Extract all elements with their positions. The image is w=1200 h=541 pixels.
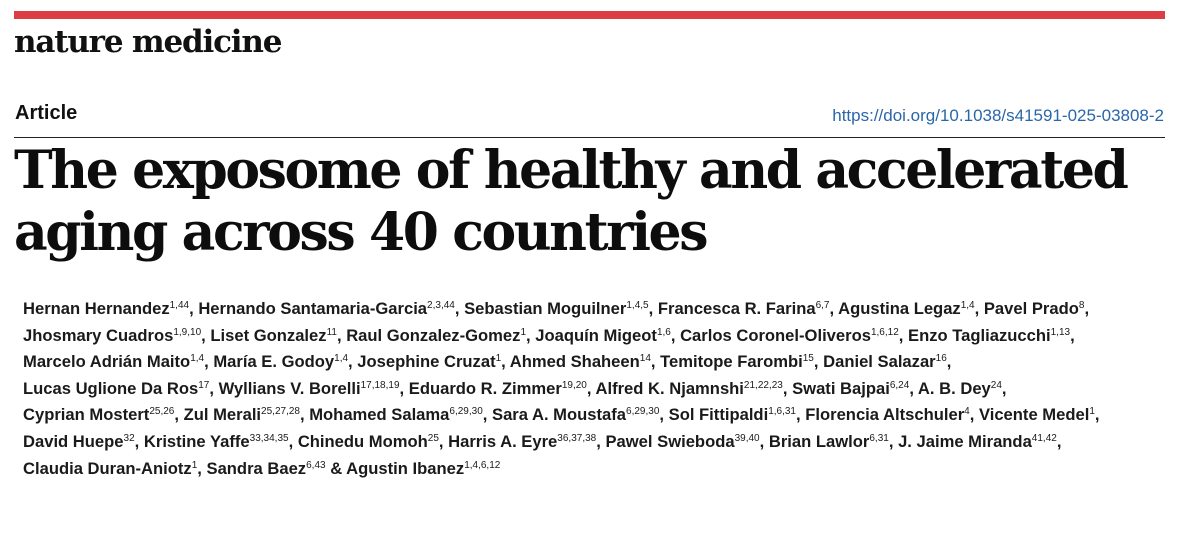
author-separator: , (974, 299, 984, 318)
author-name[interactable] (198, 299, 455, 318)
author-affiliation: 19,20 (561, 379, 587, 391)
author-name-text: Enzo Tagliazucchi (908, 325, 1051, 345)
author-affiliation: 1,6 (656, 326, 671, 338)
author-name[interactable] (23, 405, 174, 424)
author-name[interactable] (660, 352, 814, 371)
author-affiliation: 16 (935, 353, 947, 365)
author-separator: , (1056, 431, 1062, 451)
author-separator: , (209, 378, 219, 398)
author-separator: , (909, 378, 918, 398)
author-name[interactable] (144, 432, 289, 451)
header-divider (14, 137, 1165, 138)
author-affiliation: 24 (990, 379, 1002, 391)
author-affiliation: 6,29,30 (626, 406, 660, 418)
author-separator: , (197, 458, 207, 478)
author-affiliation: 33,34,35 (249, 432, 289, 444)
author-affiliation: 6,7 (815, 300, 830, 311)
author-separator: & (325, 458, 347, 478)
author-name-text: Josephine Cruzat (357, 352, 496, 372)
author-name-text: Daniel Salazar (823, 352, 936, 372)
author-separator: , (969, 405, 979, 425)
author-separator: , (288, 431, 298, 451)
author-name-text: Joaquín Migeot (535, 325, 657, 345)
author-separator: , (454, 299, 465, 318)
author-separator: , (438, 431, 449, 451)
author-affiliation: 6,31 (869, 432, 889, 444)
author-affiliation: 1 (495, 353, 502, 365)
author-name[interactable] (769, 432, 889, 451)
author-name-text: Temitope Farombi (660, 352, 803, 372)
author-name[interactable] (448, 432, 596, 451)
author-affiliation: 6,43 (306, 459, 326, 471)
author-name-text: Francesca R. Farina (657, 299, 816, 318)
author-separator: , (501, 352, 510, 372)
author-separator: , (134, 431, 144, 451)
author-separator: , (204, 352, 214, 372)
author-name[interactable] (23, 299, 189, 318)
author-separator: , (201, 325, 211, 345)
author-name-text: Hernan Hernandez (23, 299, 170, 318)
author-name-text: Sebastian Moguilner (464, 299, 627, 318)
author-name-text: Cyprian Mostert (23, 405, 150, 425)
author-affiliation: 41,42 (1031, 432, 1057, 444)
author-name[interactable] (605, 432, 759, 451)
author-name[interactable] (23, 352, 204, 371)
article-type-label: Article (15, 102, 78, 124)
author-name[interactable] (658, 299, 830, 318)
author-separator: , (796, 405, 806, 425)
author-separator: , (348, 352, 358, 372)
author-name-text: Ahmed Shaheen (509, 352, 640, 372)
author-separator: , (648, 299, 658, 318)
author-affiliation: 14 (639, 353, 651, 365)
author-name[interactable] (409, 379, 587, 398)
author-affiliation: 6,24 (889, 379, 910, 391)
author-affiliation: 32 (123, 432, 135, 444)
author-name-text: Mohamed Salama (309, 405, 450, 425)
article-title: The exposome of healthy and accelerated aging across 40 countries (14, 140, 1127, 263)
author-name-text: Raul Gonzalez-Gomez (346, 325, 521, 345)
author-affiliation: 1 (520, 326, 527, 338)
author-affiliation: 1,13 (1050, 326, 1071, 338)
author-name[interactable] (309, 405, 483, 424)
author-name[interactable] (918, 379, 1002, 398)
author-name[interactable] (984, 299, 1085, 318)
author-name-text: Brian Lawlor (768, 431, 870, 451)
author-name[interactable] (23, 459, 197, 478)
author-name[interactable] (898, 432, 1057, 451)
author-affiliation: 4 (964, 406, 970, 418)
author-name-text: Marcelo Adrián Maito (23, 352, 191, 372)
author-affiliation: 25,27,28 (261, 406, 300, 418)
journal-logo: nature medicine (14, 24, 282, 60)
author-name[interactable] (669, 405, 796, 424)
author-name-text: Claudia Duran-Aniotz (23, 458, 192, 478)
author-affiliation: 17 (198, 379, 210, 391)
author-separator: , (650, 352, 661, 372)
author-name-text: Sara A. Moustafa (492, 405, 627, 425)
author-separator: , (659, 405, 669, 425)
author-name[interactable] (908, 326, 1070, 345)
author-name-text: A. B. Dey (917, 378, 991, 398)
author-name-text: Agustin Ibanez (346, 458, 465, 478)
author-affiliation: 39,40 (734, 432, 760, 444)
author-affiliation: 17,18,19 (360, 379, 400, 391)
doi-link[interactable]: https://doi.org/10.1038/s41591-025-03808-2 (832, 106, 1164, 125)
author-name[interactable] (357, 352, 501, 371)
author-name[interactable] (805, 405, 969, 424)
author-separator: , (670, 325, 681, 345)
author-separator: , (759, 431, 769, 451)
author-name[interactable] (464, 299, 649, 318)
author-separator: , (829, 299, 839, 318)
author-name-text: Agustina Legaz (838, 299, 961, 318)
author-name[interactable] (213, 352, 348, 371)
author-affiliation: 1,4 (960, 300, 975, 311)
author-name[interactable] (823, 352, 947, 371)
author-name-text: Kristine Yaffe (143, 431, 250, 451)
author-separator: , (482, 405, 492, 425)
author-separator: , (399, 378, 409, 398)
author-name-text: Wyllians V. Borelli (218, 378, 361, 398)
author-affiliation: 1 (1089, 406, 1095, 418)
author-affiliation: 2,3,44 (427, 300, 455, 311)
author-name-text: María E. Godoy (213, 352, 335, 372)
author-name[interactable] (219, 379, 400, 398)
author-name[interactable] (23, 379, 209, 398)
author-name-text: Eduardo R. Zimmer (408, 378, 562, 398)
author-name-text: Hernando Santamaria-Garcia (198, 299, 428, 318)
author-name-text: J. Jaime Miranda (898, 431, 1032, 451)
author-affiliation: 1,9,10 (173, 326, 202, 338)
author-separator: , (782, 378, 793, 398)
author-affiliation: 1,4 (190, 353, 205, 365)
author-affiliation: 1,4,6,12 (464, 459, 501, 471)
author-name[interactable] (184, 405, 300, 424)
author-affiliation: 1,6,12 (870, 326, 899, 338)
author-name-text: Vicente Medel (978, 405, 1090, 425)
author-name-text: David Huepe (23, 431, 124, 451)
author-affiliation: 36,37,38 (557, 432, 597, 444)
author-affiliation: 8 (1078, 300, 1085, 311)
author-name-text: Carlos Coronel-Oliveros (680, 325, 871, 345)
author-name[interactable] (298, 432, 439, 451)
author-name-text: Chinedu Momoh (297, 431, 428, 451)
author-name-text: Lucas Uglione Da Ros (23, 378, 199, 398)
author-name-text: Alfred K. Njamnshi (595, 378, 744, 398)
author-separator: , (526, 325, 536, 345)
author-name[interactable] (792, 379, 909, 398)
author-name[interactable] (23, 432, 135, 451)
author-separator: , (174, 405, 184, 425)
author-separator: , (596, 431, 606, 451)
author-name[interactable] (207, 459, 326, 478)
author-separator: , (586, 378, 596, 398)
author-separator: , (336, 325, 347, 345)
author-affiliation: 6,29,30 (449, 406, 483, 418)
author-name[interactable] (492, 405, 659, 424)
author-affiliation: 11 (326, 326, 337, 338)
author-separator: , (1084, 299, 1090, 318)
author-name-text: Pavel Prado (983, 299, 1079, 318)
author-name[interactable] (680, 326, 899, 345)
author-name[interactable] (535, 326, 671, 345)
author-name-text: Florencia Altschuler (805, 405, 965, 425)
author-name[interactable] (346, 326, 526, 345)
author-affiliation: 1 (191, 459, 198, 471)
author-separator: , (1001, 378, 1007, 398)
author-name[interactable] (510, 352, 651, 371)
author-name-text: Sol Fittipaldi (668, 405, 769, 425)
author-affiliation: 21,22,23 (743, 379, 783, 391)
author-name-text: Harris A. Eyre (448, 431, 558, 451)
author-name[interactable] (838, 299, 975, 318)
journal-color-bar (14, 11, 1165, 19)
author-name[interactable] (23, 326, 201, 345)
author-affiliation: 1,4 (334, 353, 349, 365)
author-separator: , (299, 405, 310, 425)
author-separator: , (1070, 325, 1075, 345)
author-affiliation: 1,44 (169, 300, 190, 311)
author-affiliation: 25,26 (149, 406, 175, 418)
author-list (23, 296, 1143, 482)
author-separator: , (189, 299, 199, 318)
author-name-text: Jhosmary Cuadros (23, 325, 174, 345)
author-name-text: Liset Gonzalez (210, 325, 327, 345)
author-name-text: Sandra Baez (206, 458, 307, 478)
author-affiliation: 25 (427, 432, 439, 444)
author-affiliation: 1,4,5 (626, 300, 649, 311)
author-name[interactable] (210, 326, 337, 345)
author-separator: , (813, 352, 824, 372)
author-affiliation: 15 (802, 353, 814, 365)
author-separator: , (888, 431, 899, 451)
author-name-text: Zul Merali (183, 405, 262, 425)
author-separator: , (1094, 405, 1100, 425)
author-separator: , (946, 352, 952, 372)
author-name[interactable] (979, 405, 1095, 424)
author-affiliation: 1,6,31 (768, 406, 796, 418)
author-separator: , (898, 325, 909, 345)
author-name[interactable] (346, 459, 500, 478)
author-name[interactable] (595, 379, 782, 398)
author-name-text: Swati Bajpai (792, 378, 890, 398)
author-name-text: Pawel Swieboda (605, 431, 735, 451)
